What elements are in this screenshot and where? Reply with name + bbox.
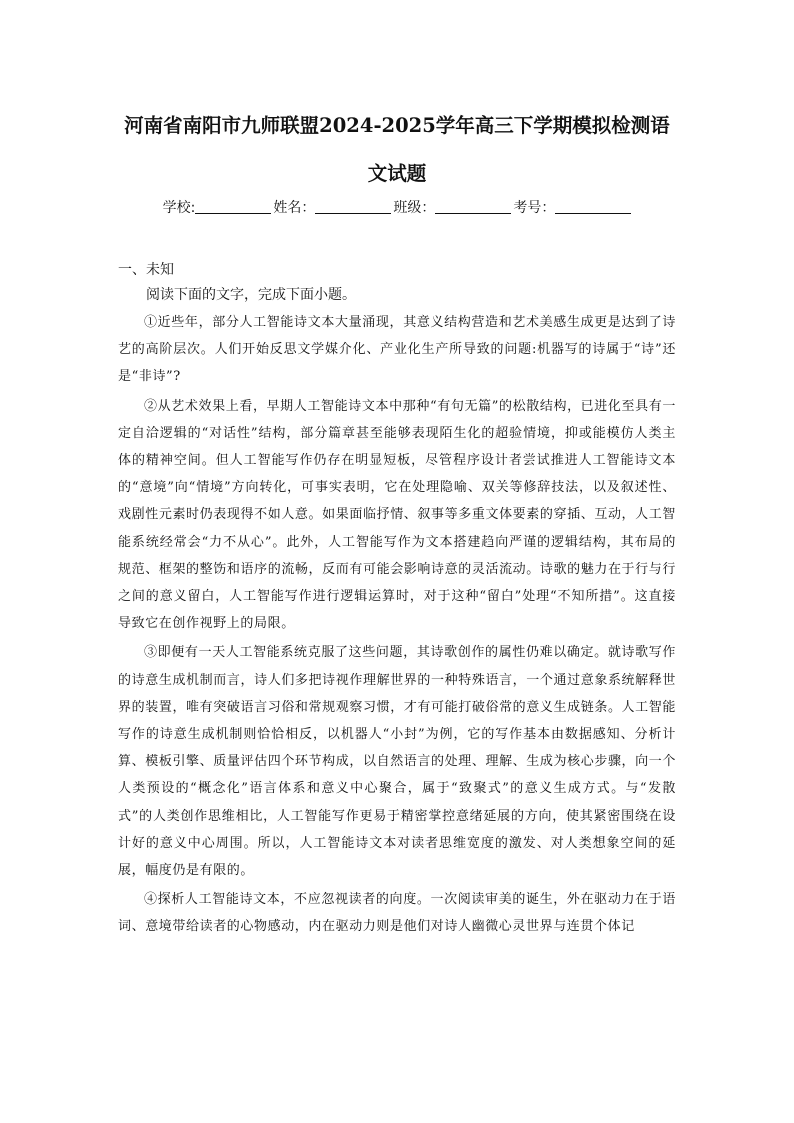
- exam-no-field: [513, 196, 631, 220]
- paragraph-4: ④探析人工智能诗文本，不应忽视读者的向度。一次阅读审美的诞生，外在驱动力在于语词、意境带给读者的心物感动，内在驱动力则是他们对诗人幽微心灵世界与连贯个体记: [118, 892, 676, 935]
- name-field: [273, 196, 391, 220]
- document-title: [118, 102, 676, 198]
- class-field: [393, 196, 511, 220]
- title-line-2: 文试题: [367, 162, 427, 185]
- school-label: 学校:: [162, 200, 196, 216]
- exam-no-blank[interactable]: [555, 199, 631, 214]
- paragraph-3: ③即便有一天人工智能系统克服了这些问题，其诗歌创作的属性仍难以确定。就诗歌写作的诗意生成机制而言，诗人们多把诗视作理解世界的一种特殊语言，一个通过意象系统解释世界的装置，唯有突破语言习俗和常规观察习惯，才有可能打破俗常的意义生成链条。人工智能写作的诗意生成机制则恰恰相反，以机器人“小封”为例，它的写作基本由数据感知、分析计算、模板引擎、质量评估四个环节构成，以自然语言的处理、理解、生成为核心步骤，向一个人类预设的“概念化”语言体系和意义中心聚合，属于“致聚式”的意义生成方式。与“发散式”的人类创作思维相比，人工智能写作更易于精密掌控意绪延展的方向，使其紧密围绕在设计好的意义中心周围。所以，人工智能诗文本对读者思维宽度的激发、对人类想象空间的延展，幅度仍是有限的。: [118, 645, 676, 879]
- section-heading: 一、未知: [118, 262, 174, 278]
- school-blank[interactable]: [195, 199, 271, 214]
- school-field: [163, 196, 272, 220]
- class-label: 班级：: [393, 200, 436, 216]
- title-line-1: 河南省南阳市九师联盟2024-2025学年高三下学期模拟检测语: [124, 114, 670, 137]
- class-blank[interactable]: [435, 199, 511, 214]
- paragraph-1: ①近些年，部分人工智能诗文本大量涌现，其意义结构营造和艺术美感生成更是达到了诗艺的高阶层次。人们开始反思文学媒介化、产业化生产所导致的问题:机器写的诗属于“诗”还是“非诗”?: [118, 315, 676, 385]
- student-info-row: [118, 196, 676, 220]
- exam-no-label: 考号：: [513, 200, 556, 216]
- instruction-text: 阅读下面的文字，完成下面小题。: [146, 287, 356, 303]
- paragraph-2: ②从艺术效果上看，早期人工智能诗文本中那种“有句无篇”的松散结构，已进化至具有一定自洽逻辑的“对话性”结构，部分篇章甚至能够表现陌生化的超验情境，抑或能模仿人类主体的精神空间。但人工智能写作仍存在明显短板，尽管程序设计者尝试推进人工智能诗文本的“意境”向“情境”方向转化，可事实表明，它在处理隐喻、双关等修辞技法，以及叙述性、戏剧性元素时仍表现得不如人意。如果面临抒情、叙事等多重文体要素的穿插、互动，人工智能系统经常会“力不从心”。此外，人工智能写作为文本搭建趋向严谨的逻辑结构，其布局的规范、框架的整饬和语序的流畅，反而有可能会影响诗意的灵活流动。诗歌的魅力在于行与行之间的意义留白，人工智能写作进行逻辑运算时，对于这种“留白”处理“不知所措”。这直接导致它在创作视野上的局限。: [118, 398, 676, 632]
- name-blank[interactable]: [315, 199, 391, 214]
- name-label: 姓名：: [273, 200, 316, 216]
